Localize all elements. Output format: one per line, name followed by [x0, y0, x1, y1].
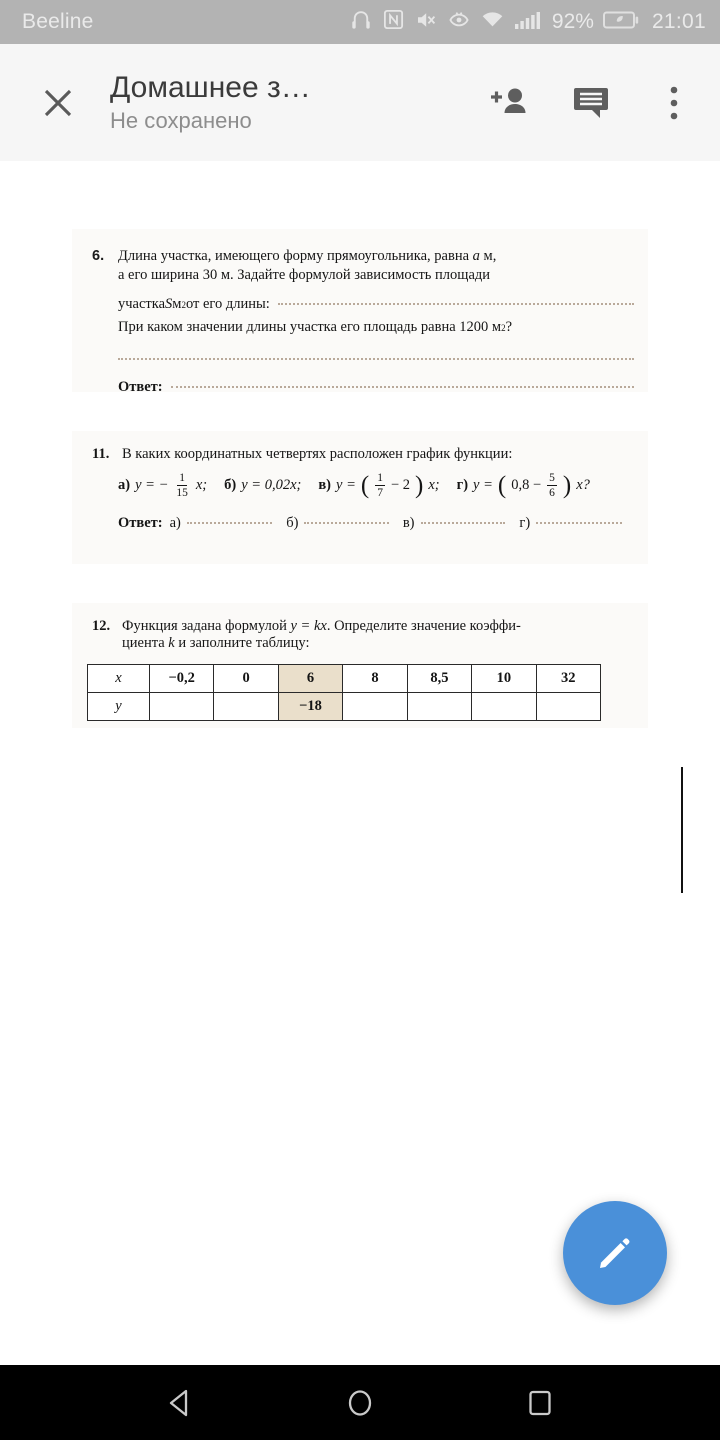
recents-square-icon — [523, 1386, 557, 1420]
task6-answer-dots-3[interactable] — [171, 386, 634, 388]
cell-x-5: 10 — [472, 665, 536, 693]
cell-x-1: 0 — [214, 665, 278, 693]
task11-prompt: В каких координатных четвертях расположен график функции: — [122, 446, 513, 462]
task12-prompt-line2b: и заполните таблицу: — [174, 635, 310, 651]
pencil-icon — [591, 1229, 639, 1277]
task6-var-a: a — [472, 248, 480, 264]
task6-number: 6. — [92, 248, 105, 264]
battery-percentage: 92% — [551, 10, 594, 33]
task11-item-a — [118, 472, 207, 499]
task12-statement — [72, 603, 648, 652]
cell-y-4[interactable] — [407, 693, 471, 721]
task11-tail-a: x; — [195, 477, 208, 494]
task11-letter-a: а) — [118, 477, 131, 494]
cell-x-3: 8 — [343, 665, 407, 693]
right-paren-icon: ) — [415, 472, 424, 500]
task6-line4-end: ? — [505, 319, 513, 336]
task6-var-S: S — [165, 296, 173, 313]
carrier-label: Beeline — [22, 10, 94, 33]
signal-bars-icon — [514, 8, 542, 37]
task11-answer-label: Ответ: — [118, 515, 163, 532]
task6-line1: Длина участка, имеющего форму прямоугольника, равна — [118, 248, 473, 264]
status-clock: 21:01 — [651, 10, 706, 33]
task6-line3a: участка — [118, 296, 166, 313]
row-header-y: y — [88, 693, 150, 721]
nfc-icon — [382, 8, 405, 36]
task11-paren-rest-v: − 2 — [390, 477, 411, 494]
task12-number: 12. — [92, 618, 111, 634]
task6-statement — [72, 229, 648, 285]
task6-answer-label: Ответ: — [118, 379, 163, 396]
task11-answer-row — [72, 499, 648, 532]
right-paren-icon: ) — [562, 472, 572, 500]
table-row-y — [88, 693, 601, 721]
task11-letter-b: б) — [224, 477, 237, 494]
xy-table — [87, 664, 601, 721]
cell-x-6: 32 — [536, 665, 600, 693]
headphones-icon — [349, 8, 373, 37]
task11-answer-slot-a[interactable]: а) — [170, 515, 283, 532]
task6-answer-row — [72, 379, 648, 396]
overflow-menu-button[interactable] — [650, 79, 698, 127]
task12-prompt-a: Функция задана формулой — [122, 618, 291, 634]
task6-answer-dots-2[interactable] — [118, 358, 634, 360]
task11-expr-a: y = − — [135, 477, 169, 494]
cell-y-1[interactable] — [214, 693, 278, 721]
save-status-label: Не сохранено — [110, 107, 252, 133]
task-block-12 — [72, 603, 648, 728]
task6-line1-end: м, — [479, 248, 497, 264]
left-paren-icon: ( — [497, 472, 507, 500]
task11-paren-lead-g: 0,8 − — [511, 477, 542, 494]
cell-x-0: −0,2 — [150, 665, 214, 693]
task11-fraction-a: $\frac{1}{15}$ — [176, 472, 188, 500]
vertical-scrollbar[interactable] — [681, 767, 683, 893]
task6-line4: При каком значении длины участка его площадь равна 1200 м — [118, 319, 502, 336]
mute-icon — [414, 8, 438, 37]
document-viewer[interactable] — [0, 161, 720, 1365]
task12-var-k: k — [168, 635, 175, 651]
task-block-11 — [72, 431, 648, 564]
home-circle-icon — [343, 1386, 377, 1420]
task11-answer-slot-g[interactable]: г) — [519, 515, 632, 532]
task11-item-v — [318, 472, 439, 499]
task11-expr-v: y = — [336, 477, 356, 494]
back-triangle-icon — [163, 1386, 197, 1420]
cell-x-2: 6 — [278, 665, 342, 693]
app-bar — [0, 44, 720, 161]
task6-line3-sup: 2 — [181, 300, 186, 311]
task6-line4-sup: 2 — [501, 323, 506, 334]
eye-comfort-icon — [447, 8, 471, 37]
status-icons — [349, 7, 706, 37]
task6-line3b: м — [172, 296, 182, 313]
task11-number: 11. — [92, 446, 110, 462]
nav-home-button[interactable] — [322, 1374, 398, 1432]
task11-fraction-g: $\frac{5}{6}$ — [549, 472, 555, 500]
add-person-button[interactable] — [486, 79, 534, 127]
nav-recents-button[interactable] — [502, 1374, 578, 1432]
left-paren-icon: ( — [360, 472, 370, 500]
task11-items — [72, 463, 648, 499]
app-bar-actions — [486, 79, 698, 127]
task12-prompt-line2a: циента — [122, 635, 169, 651]
row-header-x: x — [88, 665, 150, 693]
task11-answer-slot-v[interactable]: в) — [403, 515, 516, 532]
task-block-6 — [72, 229, 648, 396]
title-block — [110, 71, 311, 134]
task12-prompt-b: . Определите значение коэффи- — [326, 618, 521, 634]
wifi-icon — [480, 7, 505, 37]
task6-line3c: от его длины: — [185, 296, 270, 313]
edit-fab[interactable] — [563, 1201, 667, 1305]
task11-item-g — [457, 472, 590, 499]
task12-formula: y = kx — [290, 618, 327, 634]
task11-tail-v: x; — [428, 477, 440, 494]
task6-formula-line — [72, 296, 648, 313]
task6-line2: а его ширина 30 м. Задайте формулой зависимость площади — [118, 267, 491, 284]
cell-y-6[interactable] — [536, 693, 600, 721]
task6-answer-dots-1[interactable] — [278, 303, 634, 305]
task11-item-b — [224, 477, 301, 494]
task6-question-line — [72, 319, 648, 336]
close-button[interactable] — [30, 75, 86, 131]
page-title: Домашнее з… — [110, 70, 311, 104]
cell-y-5[interactable] — [472, 693, 536, 721]
table-row-x — [88, 665, 601, 693]
task11-expr-g: y = — [473, 477, 493, 494]
cell-y-3[interactable] — [343, 693, 407, 721]
cell-y-0[interactable] — [150, 693, 214, 721]
task11-fraction-v: $\frac{1}{7}$ — [377, 472, 383, 500]
android-navigation-bar — [0, 1365, 720, 1440]
task11-statement — [72, 431, 648, 463]
task11-answer-slot-b[interactable]: б) — [286, 515, 399, 532]
task11-letter-v: в) — [318, 477, 332, 494]
cell-y-2: −18 — [278, 693, 342, 721]
comment-button[interactable] — [568, 79, 616, 127]
task11-letter-g: г) — [456, 477, 469, 494]
task11-tail-g: x? — [576, 477, 590, 494]
status-bar — [0, 0, 720, 44]
battery-saver-icon — [603, 9, 639, 36]
cell-x-4: 8,5 — [407, 665, 471, 693]
nav-back-button[interactable] — [142, 1374, 218, 1432]
task11-expr-b: y = 0,02x; — [241, 477, 302, 494]
